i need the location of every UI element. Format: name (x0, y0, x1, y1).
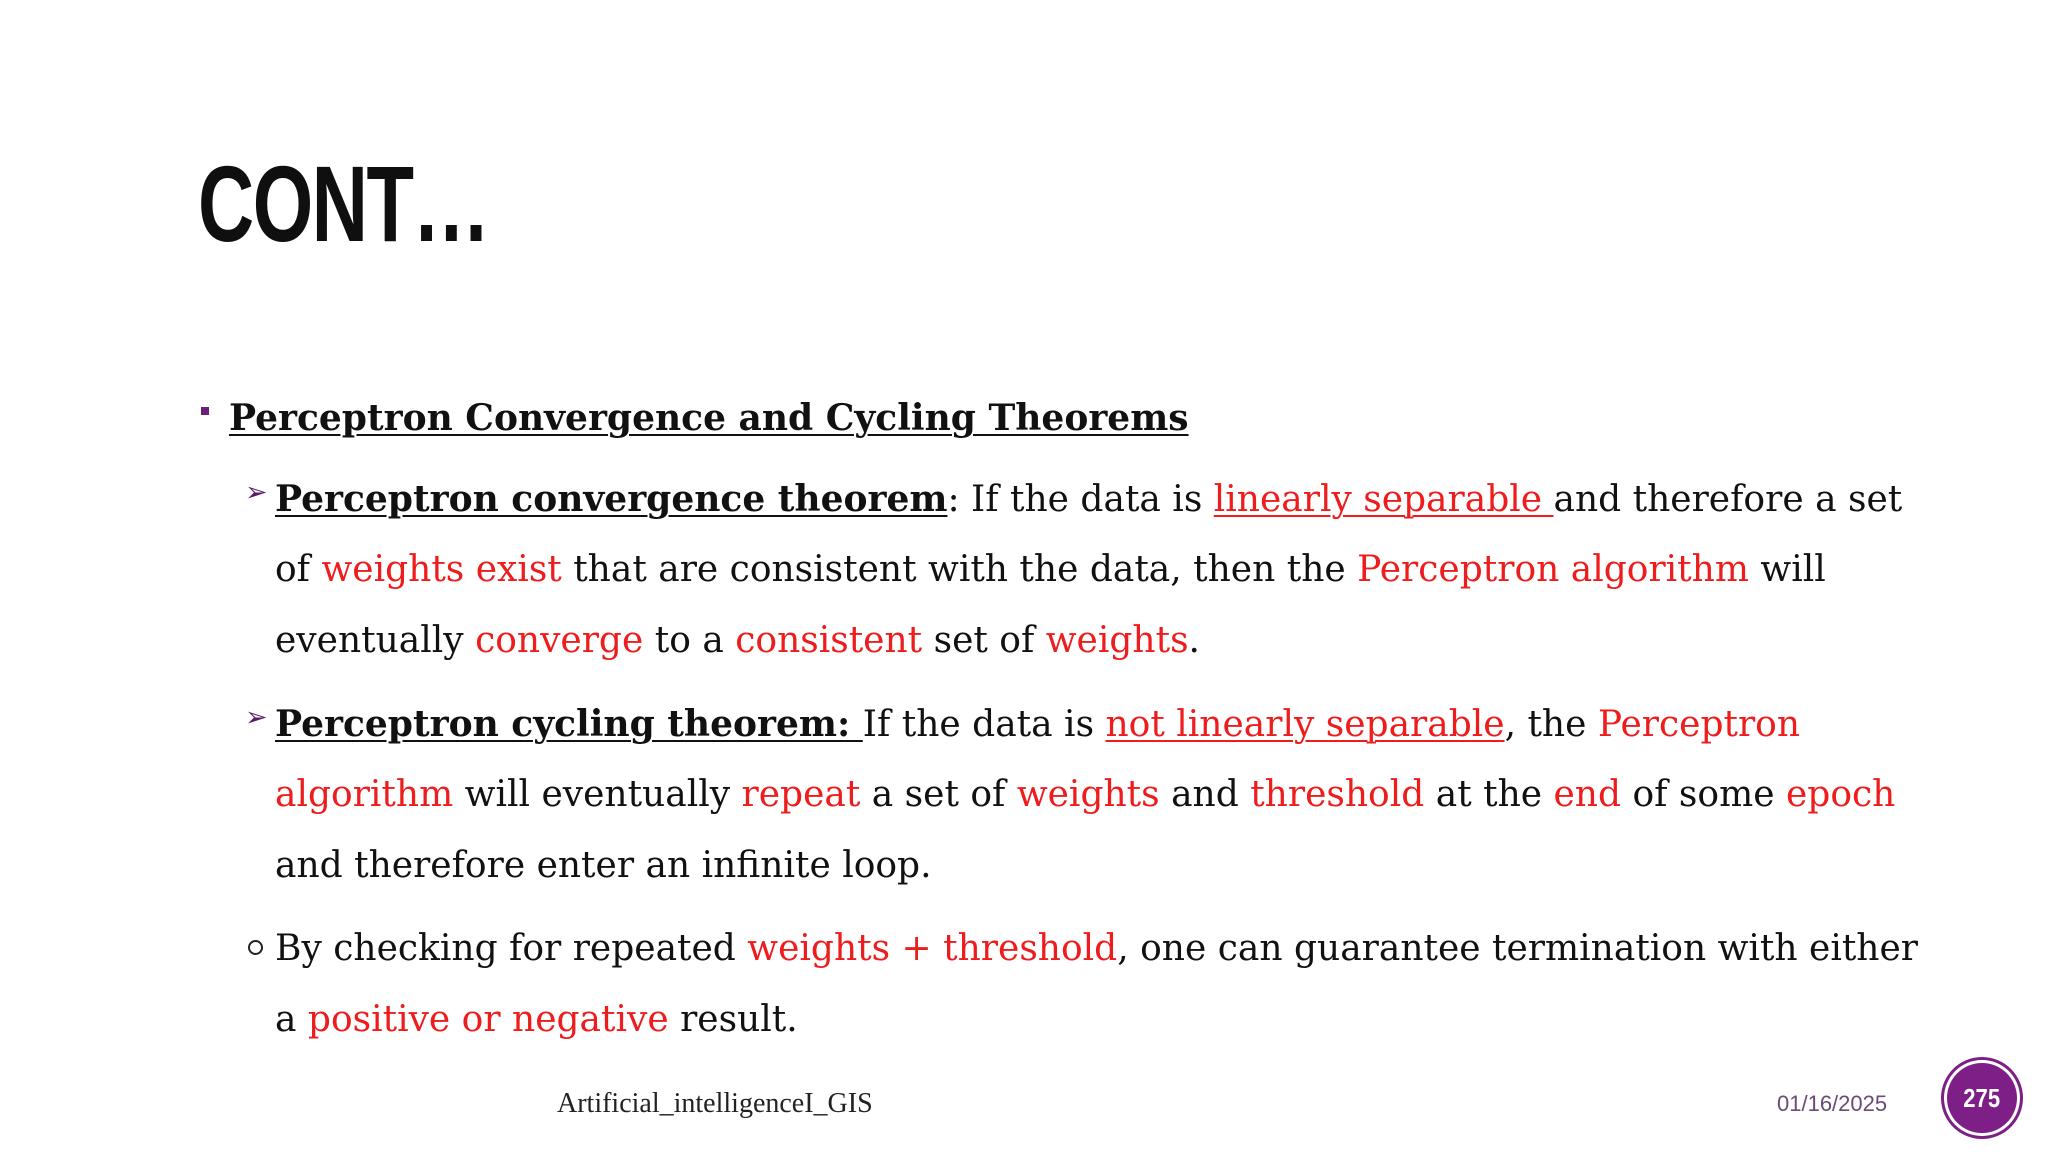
highlight-converge: converge (475, 620, 644, 661)
text-span: of some (1621, 774, 1786, 815)
convergence-line-3 (275, 620, 1200, 661)
cycling-term: Perceptron cycling theorem: (275, 703, 863, 745)
text-span: that are consistent with the data, then the (561, 549, 1358, 590)
footer-course-name: Artificial_intelligenceI_GIS (557, 1088, 873, 1119)
text-span: By checking for repeated (275, 928, 748, 969)
page-number-badge (1947, 1063, 2017, 1133)
highlight-end: end (1553, 774, 1622, 815)
cycling-line-2 (275, 774, 1896, 815)
text-span: to a (643, 620, 736, 661)
highlight-threshold: threshold (1250, 774, 1425, 815)
square-bullet-icon (201, 407, 209, 415)
highlight-weights: weights (1045, 620, 1189, 661)
convergence-term: Perceptron convergence theorem (275, 478, 948, 520)
text-span: a (275, 999, 308, 1040)
slide-title: CONT… (198, 143, 489, 264)
text-span: , one can guarantee termination with either (1117, 928, 1919, 969)
section-heading: Perceptron Convergence and Cycling Theorems (229, 397, 1189, 439)
text-span: of (275, 549, 322, 590)
text-span: , the (1504, 704, 1598, 745)
text-span: If the data is (862, 704, 1106, 745)
text-span: and therefore a set (1553, 479, 1903, 520)
highlight-linearly-separable: linearly separable (1213, 479, 1554, 520)
text-span: will eventually (453, 774, 742, 815)
highlight-perceptron: Perceptron (1597, 704, 1801, 745)
text-span: will (1748, 549, 1826, 590)
footer-date: 01/16/2025 (1777, 1091, 1888, 1116)
highlight-algorithm: algorithm (275, 774, 454, 815)
text-span: set of (922, 620, 1046, 661)
highlight-not-linearly-separable: not linearly separable (1105, 704, 1505, 745)
highlight-positive-or-negative: positive or negative (307, 999, 669, 1040)
circle-bullet-icon (248, 940, 263, 955)
text-span: result. (668, 999, 798, 1040)
convergence-line-2 (275, 549, 1826, 590)
page-number: 275 (1963, 1082, 2001, 1113)
text-span: : If the data is (947, 479, 1214, 520)
highlight-repeat: repeat (741, 774, 861, 815)
text-span: . (1188, 620, 1200, 661)
text-span: and (1159, 774, 1251, 815)
highlight-epoch: epoch (1785, 774, 1896, 815)
cycling-line-1 (275, 703, 1801, 745)
text-span: at the (1424, 774, 1554, 815)
cycling-line-3: and therefore enter an infinite loop. (275, 845, 932, 886)
text-span: a set of (860, 774, 1017, 815)
highlight-weights: weights (1016, 774, 1160, 815)
arrow-bullet-icon: ➢ (245, 477, 268, 508)
highlight-perceptron-algorithm: Perceptron algorithm (1357, 549, 1749, 590)
arrow-bullet-icon: ➢ (245, 702, 268, 733)
text-span: eventually (275, 620, 476, 661)
convergence-line-1 (275, 478, 1903, 520)
termination-line-2 (275, 999, 798, 1040)
highlight-consistent: consistent (735, 620, 923, 661)
highlight-weights-exist: weights exist (321, 549, 562, 590)
highlight-weights-threshold: weights + threshold (747, 928, 1118, 969)
termination-line-1 (275, 928, 1919, 969)
